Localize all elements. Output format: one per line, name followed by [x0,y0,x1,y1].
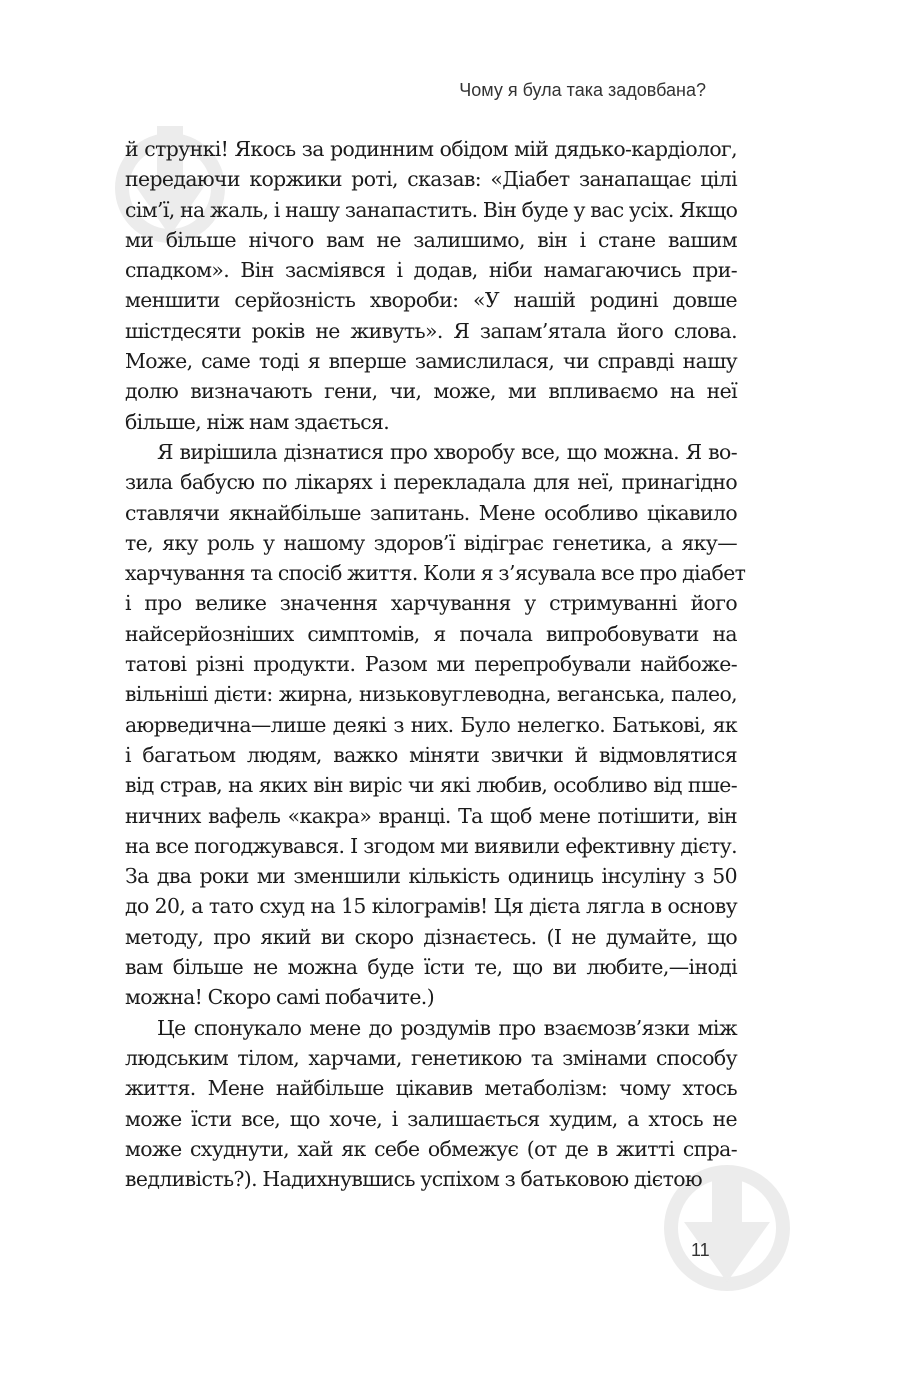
text-line: ставлячи якнайбільше запитань. Мене особливо цікавило [125,500,737,525]
text-line: харчування та спосіб життя. Коли я з’ясувала все про діабет [125,561,746,586]
text-line: на все погоджувався. І згодом ми виявили ефективну дієту. [125,833,737,858]
text-line: може схуднути, хай як себе обмежує (от де в житті спра- [125,1136,737,1161]
text-line: Я вирішила дізнатися про хворобу все, що можна. Я во- [157,439,737,464]
text-line: людським тілом, харчами, генетикою та змінами способу [125,1045,737,1070]
text-line: вам більше не можна буде їсти те, що ви любите,—іноді [125,955,737,980]
text-line: ми більше нічого вам не залишимо, він і стане вашим [125,227,737,252]
text-line: більше, ніж нам здається. [125,409,390,434]
text-line: Може, саме тоді я вперше замислилася, чи справді нашу [125,349,737,374]
text-line: до 20, а тато схуд на 15 кілограмів! Ця дієта лягла в основу [125,894,737,919]
text-line: передаючи коржики роті, сказав: «Діабет занапащає цілі [125,167,737,192]
text-line: сім’ї, на жаль, і нашу занапастить. Він буде у вас усіх. Якщо [125,197,738,222]
text-line: За два роки ми зменшили кількість одиниць інсуліну з 50 [125,864,737,889]
paragraph [125,1013,737,1195]
text-line: може їсти все, що хоче, і залишається худим, а хтось не [125,1106,737,1131]
text-line: зила бабусю по лікарях і перекладала для неї, принагідно [125,470,737,495]
paragraph [125,437,746,1013]
text-line: можна! Скоро самі побачите.) [125,985,435,1010]
text-line: спадком». Він засміявся і додав, ніби намагаючись при- [125,258,737,283]
text-line: те, яку роль у нашому здоров’ї відіграє генетика, а яку— [125,530,737,555]
text-line: ничних вафель «какра» вранці. Та щоб мене потішити, він [125,803,737,828]
text-line: шістдесяти років не живуть». Я запам’ятала його слова. [125,318,737,343]
text-line: татові різні продукти. Разом ми перепробували найбоже- [125,652,737,677]
text-line: від страв, на яких він виріс чи які любив, особливо від пше- [125,773,737,798]
text-line: і багатьом людям, важко міняти звички й відмовлятися [125,742,737,767]
body-text [125,134,746,1194]
text-line: долю визначають гени, чи, може, ми впливаємо на неї [125,379,737,404]
paragraph [125,134,737,437]
text-line: меншити серйозність хвороби: «У нашій родині довше [125,288,737,313]
text-line: методу, про який ви скоро дізнаєтесь. (І не думайте, що [125,924,737,949]
text-line: ведливість?). Надихнувшись успіхом з батьковою дієтою [125,1167,703,1192]
text-line: найсерйозніших симптомів, я почала випробовувати на [125,621,737,646]
running-header-title: Чому я була така задовбана? [459,80,706,100]
text-line: і про велике значення харчування у стримуванні його [125,591,737,616]
text-line: аюрведична—лише деякі з них. Було нелегко. Батькові, як [125,712,737,737]
text-line: вільніші дієти: жирна, низьковуглеводна, веганська, палео, [125,682,737,707]
text-line: життя. Мене найбільше цікавив метаболізм: чому хтось [125,1076,737,1101]
page-number: 11 [691,1240,710,1260]
text-line: й стрункі! Якось за родинним обідом мій дядько-кардіолог, [125,137,737,161]
text-line: Це спонукало мене до роздумів про взаємозв’язки між [157,1015,737,1040]
